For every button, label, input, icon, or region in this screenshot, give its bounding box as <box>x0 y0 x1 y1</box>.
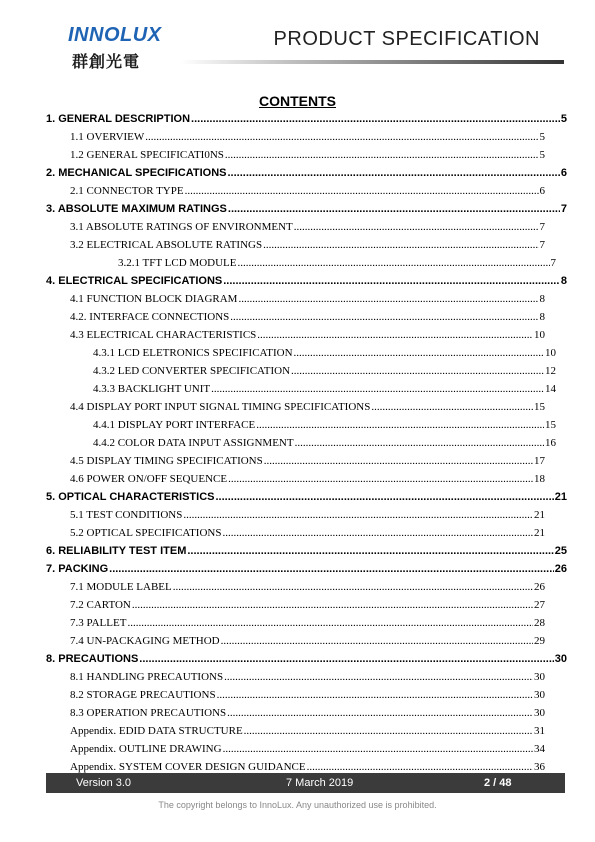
toc-entry-title: 4.2. INTERFACE CONNECTIONS <box>70 311 230 323</box>
toc-entry-page: 25 <box>554 545 567 557</box>
toc-entry-title: 2. MECHANICAL SPECIFICATIONS <box>46 167 227 179</box>
toc-entry[interactable] <box>93 347 556 359</box>
footer-page-number: 2 / 48 <box>484 777 512 789</box>
toc-entry-title: 8. PRECAUTIONS <box>46 653 139 665</box>
toc-dot-leader <box>225 149 539 161</box>
toc-entry-page: 6 <box>539 185 545 197</box>
toc-entry[interactable] <box>70 707 545 719</box>
toc-entry-title: 4. ELECTRICAL SPECIFICATIONS <box>46 275 223 287</box>
header-divider <box>180 60 564 64</box>
toc-entry-page: 15 <box>545 419 556 431</box>
toc-dot-leader <box>263 239 538 251</box>
toc-entry-title: 7.3 PALLET <box>70 617 127 629</box>
toc-entry-page: 17 <box>534 455 545 467</box>
toc-entry[interactable] <box>70 239 545 251</box>
toc-entry-title: 5.2 OPTICAL SPECIFICATIONS <box>70 527 222 539</box>
toc-entry-page: 21 <box>534 527 545 539</box>
toc-entry-page: 7 <box>539 221 545 233</box>
toc-entry-page: 6 <box>560 167 567 179</box>
toc-entry[interactable] <box>70 149 545 161</box>
toc-dot-leader <box>145 131 538 143</box>
toc-entry-title: 5.1 TEST CONDITIONS <box>70 509 183 521</box>
toc-entry-page: 12 <box>545 365 556 377</box>
toc-entry[interactable] <box>70 293 545 305</box>
toc-entry[interactable] <box>70 329 545 341</box>
toc-dot-leader <box>307 761 533 773</box>
contents-heading: CONTENTS <box>259 93 336 109</box>
toc-entry-title: 4.3.1 LCD ELETRONICS SPECIFICATION <box>93 347 293 359</box>
toc-dot-leader <box>109 563 554 575</box>
toc-dot-leader <box>228 473 533 485</box>
logo-chinese-name: 群創光電 <box>72 52 141 71</box>
toc-entry-title: 6. RELIABILITY TEST ITEM <box>46 545 187 557</box>
toc-entry-title: 3.1 ABSOLUTE RATINGS OF ENVIRONMENT <box>70 221 293 233</box>
innolux-logo <box>66 24 166 70</box>
toc-dot-leader <box>211 383 544 395</box>
toc-dot-leader <box>139 653 553 665</box>
toc-dot-leader <box>295 437 544 449</box>
toc-entry[interactable] <box>70 599 545 611</box>
toc-dot-leader <box>257 329 533 341</box>
toc-entry-title: 8.3 OPERATION PRECAUTIONS <box>70 707 227 719</box>
toc-entry[interactable] <box>70 635 545 647</box>
toc-entry-page: 7 <box>550 257 556 269</box>
toc-dot-leader <box>185 185 539 197</box>
toc-entry[interactable] <box>93 383 556 395</box>
toc-dot-leader <box>294 347 544 359</box>
toc-entry-page: 10 <box>545 347 556 359</box>
toc-entry-title: 7.4 UN-PACKAGING METHOD <box>70 635 220 647</box>
toc-dot-leader <box>127 617 533 629</box>
toc-entry-title: 4.3.3 BACKLIGHT UNIT <box>93 383 211 395</box>
toc-dot-leader <box>223 275 560 287</box>
toc-entry[interactable] <box>46 167 567 179</box>
toc-entry[interactable] <box>70 221 545 233</box>
toc-entry[interactable] <box>70 527 545 539</box>
toc-entry-title: 4.4 DISPLAY PORT INPUT SIGNAL TIMING SPECIFICATIONS <box>70 401 371 413</box>
toc-entry-title: 5. OPTICAL CHARACTERISTICS <box>46 491 215 503</box>
toc-entry-title: 4.4.2 COLOR DATA INPUT ASSIGNMENT <box>93 437 294 449</box>
toc-entry[interactable] <box>46 275 567 287</box>
toc-entry-page: 7 <box>539 239 545 251</box>
toc-entry[interactable] <box>93 419 556 431</box>
toc-dot-leader <box>228 167 560 179</box>
toc-entry-title: 3. ABSOLUTE MAXIMUM RATINGS <box>46 203 227 215</box>
toc-entry-page: 21 <box>554 491 567 503</box>
toc-entry-title: 4.4.1 DISPLAY PORT INTERFACE <box>93 419 256 431</box>
toc-entry-title: 2.1 CONNECTOR TYPE <box>70 185 184 197</box>
toc-entry-page: 18 <box>534 473 545 485</box>
toc-entry-page: 30 <box>534 671 545 683</box>
toc-dot-leader <box>371 401 533 413</box>
document-title: PRODUCT SPECIFICATION <box>273 28 540 50</box>
toc-entry-page: 7 <box>560 203 567 215</box>
toc-entry-page: 10 <box>534 329 545 341</box>
toc-entry-title: 4.6 POWER ON/OFF SEQUENCE <box>70 473 228 485</box>
toc-entry-title: 3.2 ELECTRICAL ABSOLUTE RATINGS <box>70 239 263 251</box>
toc-entry[interactable] <box>70 581 545 593</box>
toc-entry-page: 28 <box>534 617 545 629</box>
toc-entry-title: 4.3 ELECTRICAL CHARACTERISTICS <box>70 329 257 341</box>
toc-entry[interactable] <box>70 743 545 755</box>
toc-entry[interactable] <box>70 761 545 773</box>
toc-dot-leader <box>222 527 533 539</box>
toc-entry-title: 7.1 MODULE LABEL <box>70 581 172 593</box>
toc-dot-leader <box>227 707 533 719</box>
toc-entry-page: 5 <box>539 131 545 143</box>
toc-dot-leader <box>256 419 544 431</box>
toc-entry-title: Appendix. EDID DATA STRUCTURE <box>70 725 243 737</box>
toc-dot-leader <box>215 491 553 503</box>
toc-entry-title: Appendix. SYSTEM COVER DESIGN GUIDANCE <box>70 761 306 773</box>
toc-entry-page: 16 <box>545 437 556 449</box>
toc-dot-leader <box>244 725 533 737</box>
toc-entry-page: 29 <box>534 635 545 647</box>
toc-entry[interactable] <box>70 671 545 683</box>
toc-entry[interactable] <box>93 437 556 449</box>
toc-entry-page: 30 <box>534 689 545 701</box>
toc-entry[interactable] <box>46 545 567 557</box>
toc-entry[interactable] <box>70 689 545 701</box>
logo-wordmark: INNOLUX <box>68 24 162 46</box>
copyright-notice: The copyright belongs to InnoLux. Any unauthorized use is prohibited. <box>158 800 437 810</box>
toc-dot-leader <box>173 581 533 593</box>
toc-entry[interactable] <box>118 257 556 269</box>
toc-dot-leader <box>238 293 538 305</box>
footer-bar <box>46 773 565 793</box>
toc-entry-page: 8 <box>560 275 567 287</box>
toc-entry-page: 36 <box>534 761 545 773</box>
toc-dot-leader <box>237 257 549 269</box>
toc-dot-leader <box>217 689 533 701</box>
toc-entry[interactable] <box>93 365 556 377</box>
toc-entry-title: 1. GENERAL DESCRIPTION <box>46 113 191 125</box>
toc-dot-leader <box>291 365 544 377</box>
toc-dot-leader <box>224 671 533 683</box>
toc-entry-title: 4.1 FUNCTION BLOCK DIAGRAM <box>70 293 238 305</box>
toc-dot-leader <box>191 113 560 125</box>
toc-dot-leader <box>187 545 553 557</box>
toc-entry[interactable] <box>70 401 545 413</box>
toc-entry-title: 8.2 STORAGE PRECAUTIONS <box>70 689 216 701</box>
toc-entry-page: 15 <box>534 401 545 413</box>
toc-entry[interactable] <box>70 617 545 629</box>
toc-dot-leader <box>223 743 533 755</box>
toc-dot-leader <box>294 221 539 233</box>
toc-entry[interactable] <box>70 455 545 467</box>
toc-entry-page: 26 <box>554 563 567 575</box>
toc-entry[interactable] <box>46 653 567 665</box>
toc-entry-title: 8.1 HANDLING PRECAUTIONS <box>70 671 224 683</box>
toc-entry[interactable] <box>70 473 545 485</box>
toc-entry-page: 27 <box>534 599 545 611</box>
toc-entry-title: Appendix. OUTLINE DRAWING <box>70 743 222 755</box>
toc-entry-title: 4.5 DISPLAY TIMING SPECIFICATIONS <box>70 455 263 467</box>
toc-entry-title: 1.2 GENERAL SPECIFICATI0NS <box>70 149 224 161</box>
toc-entry[interactable] <box>70 725 545 737</box>
toc-entry-page: 26 <box>534 581 545 593</box>
toc-entry-page: 5 <box>560 113 567 125</box>
footer-version: Version 3.0 <box>76 777 132 789</box>
toc-entry[interactable] <box>46 113 567 125</box>
toc-entry[interactable] <box>70 131 545 143</box>
toc-dot-leader <box>230 311 538 323</box>
toc-dot-leader <box>264 455 533 467</box>
toc-entry[interactable] <box>46 203 567 215</box>
toc-dot-leader <box>221 635 533 647</box>
toc-entry[interactable] <box>46 563 567 575</box>
toc-entry-page: 31 <box>534 725 545 737</box>
toc-dot-leader <box>183 509 533 521</box>
toc-entry-title: 4.3.2 LED CONVERTER SPECIFICATION <box>93 365 291 377</box>
toc-entry-page: 30 <box>554 653 567 665</box>
toc-entry-page: 14 <box>545 383 556 395</box>
toc-entry-page: 8 <box>539 311 545 323</box>
toc-dot-leader <box>132 599 533 611</box>
toc-entry-page: 34 <box>534 743 545 755</box>
toc-entry-page: 21 <box>534 509 545 521</box>
toc-entry[interactable] <box>70 185 545 197</box>
toc-entry-page: 5 <box>539 149 545 161</box>
toc-entry[interactable] <box>70 311 545 323</box>
toc-entry-page: 30 <box>534 707 545 719</box>
toc-entry-title: 3.2.1 TFT LCD MODULE <box>118 257 237 269</box>
toc-entry-title: 7. PACKING <box>46 563 109 575</box>
toc-entry-title: 1.1 OVERVIEW <box>70 131 145 143</box>
footer-date: 7 March 2019 <box>286 777 354 789</box>
toc-entry[interactable] <box>46 491 567 503</box>
toc-entry[interactable] <box>70 509 545 521</box>
toc-entry-page: 8 <box>539 293 545 305</box>
toc-entry-title: 7.2 CARTON <box>70 599 131 611</box>
toc-dot-leader <box>228 203 560 215</box>
